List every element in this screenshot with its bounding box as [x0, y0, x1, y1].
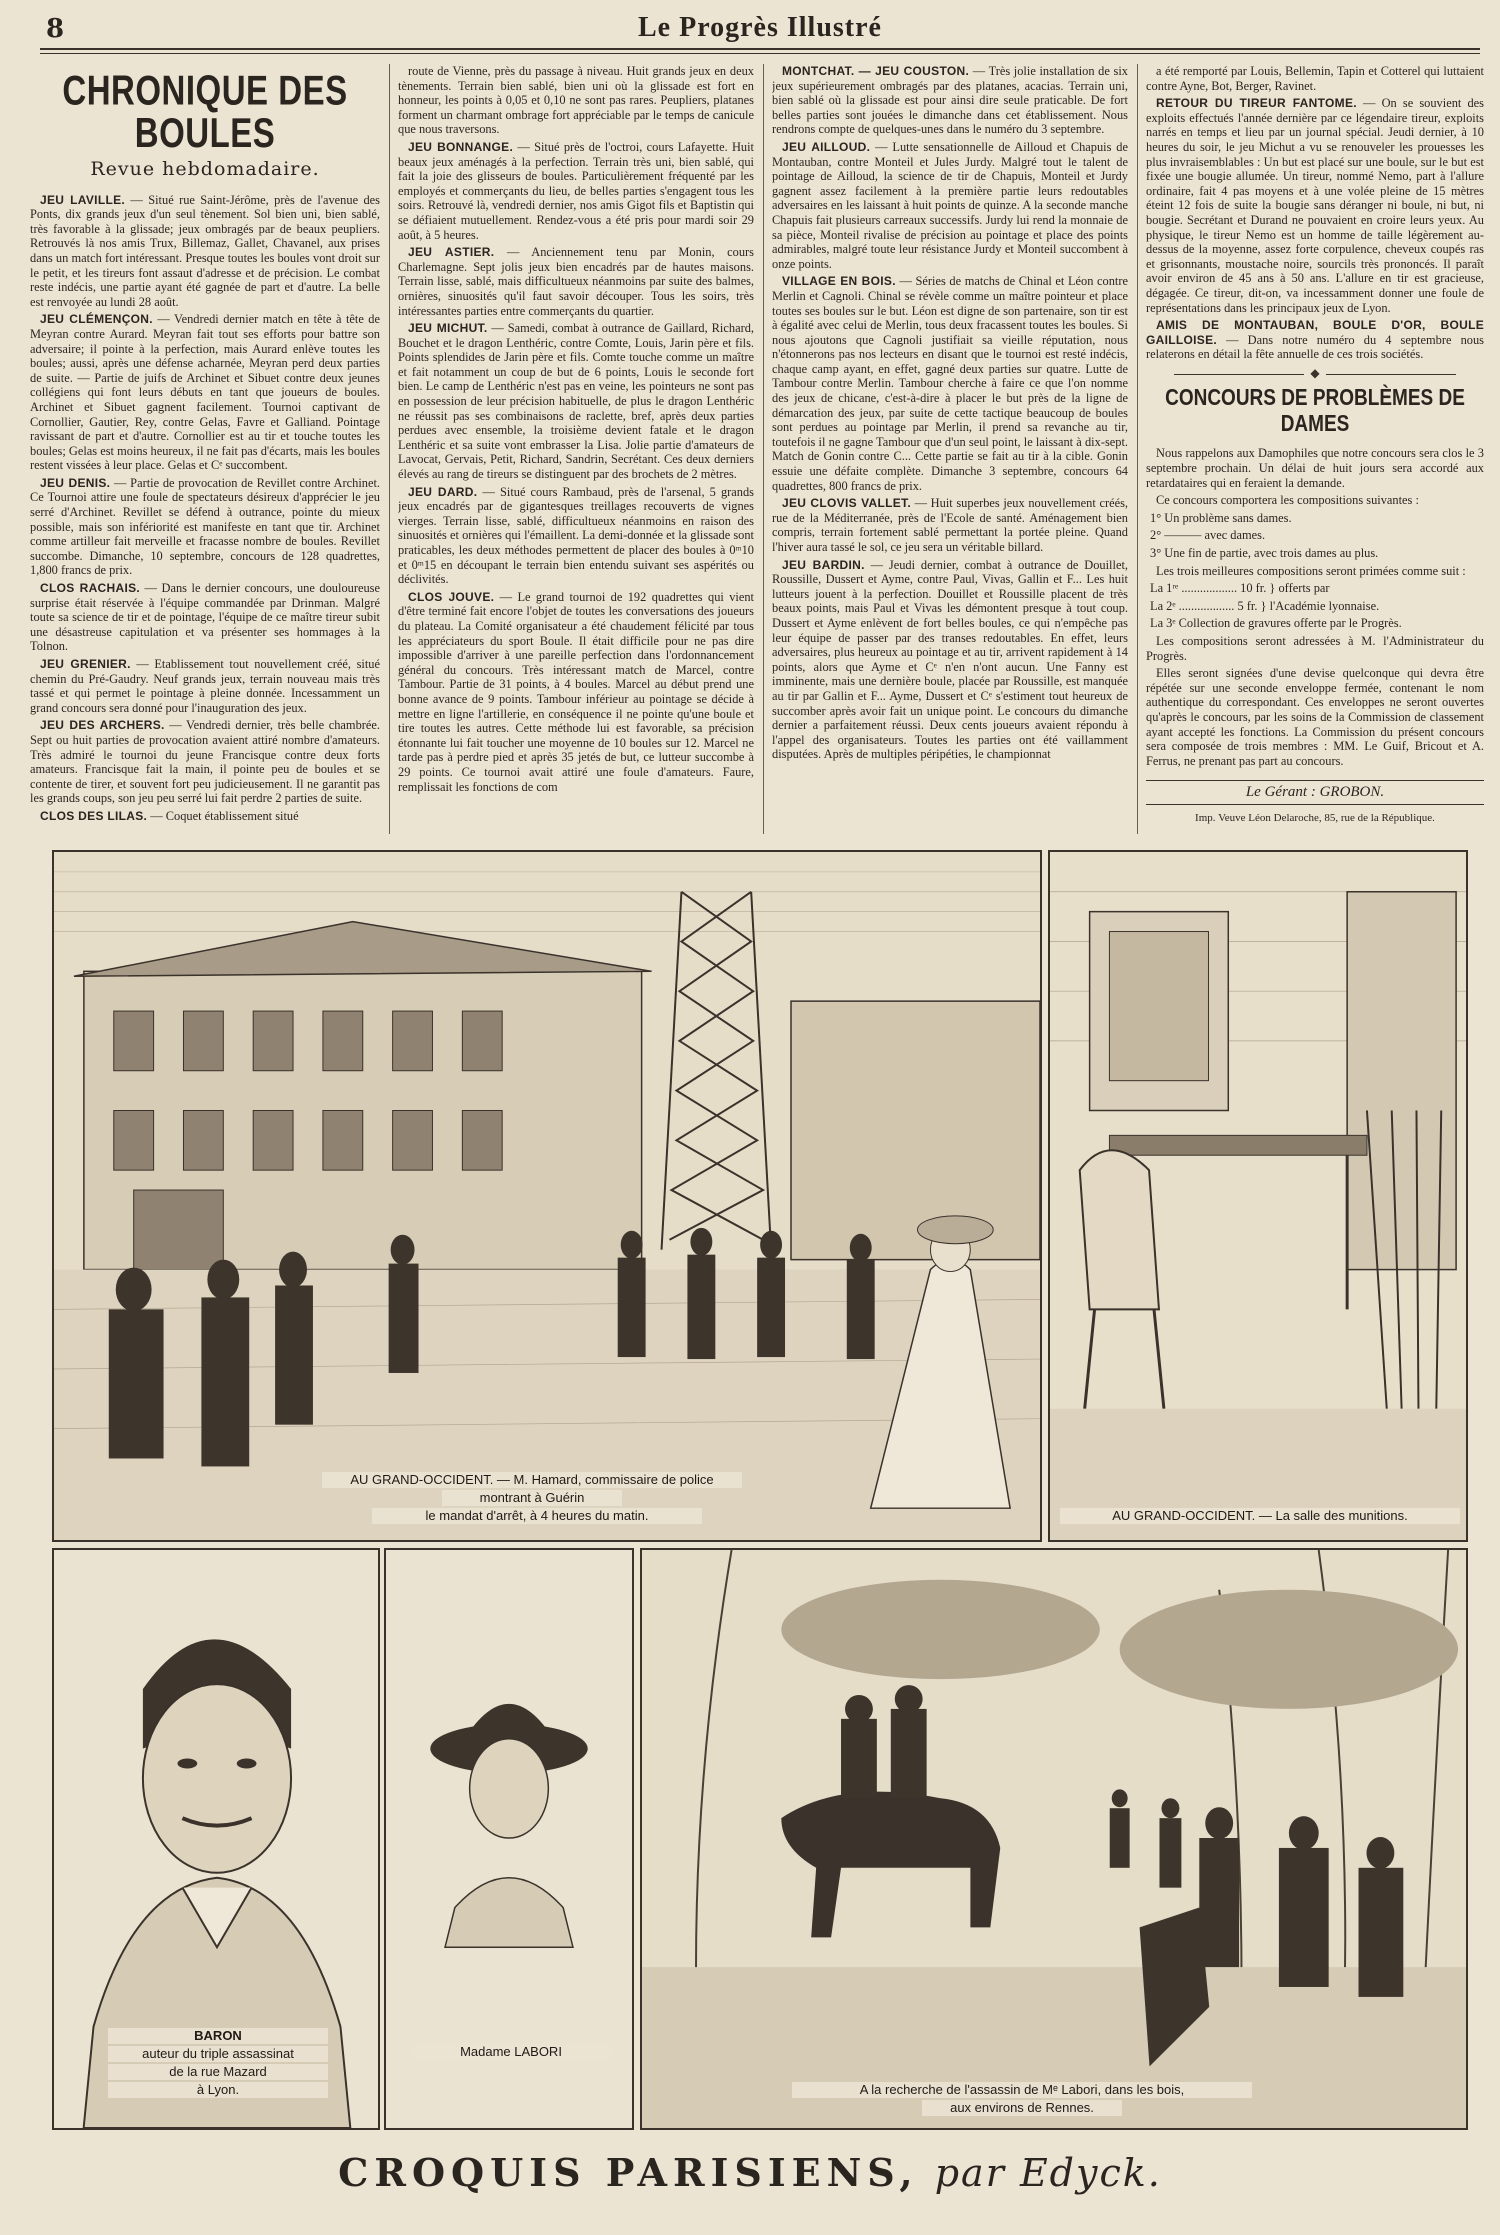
article-heading: JEU MICHUT.: [408, 321, 488, 336]
bottom-title-author: par Edyck.: [934, 2151, 1162, 2195]
concours-paragraph: Ce concours comportera les compositions suivantes :: [1156, 493, 1419, 508]
separator-ornament: ◆: [1146, 366, 1484, 381]
article-heading: VILLAGE EN BOIS.: [782, 274, 896, 289]
column-1: [30, 64, 380, 834]
masthead: [40, 6, 1480, 50]
article-heading: JEU GRENIER.: [40, 657, 131, 671]
forest-search-drawing: [642, 1550, 1466, 2128]
imprint-line: Imp. Veuve Léon Delaroche, 85, rue de la République.: [1195, 811, 1435, 824]
article-paragraph: [30, 476, 380, 578]
article-heading: MONTCHAT. — JEU COUSTON.: [782, 64, 970, 78]
masthead-rule: [40, 53, 1480, 54]
article-paragraph: [30, 312, 380, 473]
closing-paragraph: Elles seront signées d'une devise quelconque qui devra être répétée sur une seconde enveloppe fermée, contenant le nom authentique du correspondant. Ces enveloppes ne seront ouvertes qu'après le concours, par les soins de la Commission de classement ayant accepté les fonctions. La Commission du présent concours sera composée de trois membres : MM. Le Guif, Bricout et A. Ferrus, ne prenant pas part au concours.: [1146, 666, 1484, 768]
article-text: — Anciennement tenu par Monin, cours Charlemagne. Sept jolis jeux bien encadrés par de hautes maisons. Terrain lisse, sablé, mais difficultueux néanmoins par suite des balmes, ornières, sinuosités qu'il faut savoir découper. Tous les soirs, très intéressantes parties entre commerçants du quartier.: [398, 245, 754, 318]
article-heading: JEU CLOVIS VALLET.: [782, 496, 911, 511]
prize-line: La 3ᵉ Collection de gravures offerte par le Progrès.: [1150, 616, 1402, 631]
column-2: [398, 64, 754, 834]
article-text: — Etablissement tout nouvellement créé, situé chemin du Pré-Gaudry. Neuf grands jeux, terrain nouveau mais très tassé et qui permet le pointage à pleine donnée. Incessamment un grand concours sera donné pour l'inauguration des jeux.: [30, 657, 380, 715]
caption-forest-line-1: A la recherche de l'assassin de Mᵉ Labori, dans les bois,: [792, 2082, 1252, 2098]
article-text: route de Vienne, près du passage à niveau. Huit grands jeux en deux tènements. Terrain bien sablé, bien uni où la glissade est fort en honneur, les points à 0,05 et 0,10 ne sont pas rares. Peupliers, platanes forment un charmant ombrage fort appréciable par le temps de canicule que nous traversons.: [398, 64, 754, 137]
article-text: — Lutte sensationnelle de Ailloud et Chapuis de Montauban, contre Monteil et Jules Jurdy. Malgré tout le talent de pointage de Ailloud, la science de tir de Chapuis, Monteil et Jurdy gagnent assez facilement à la première partie leurs redoutables adversaires en les laissant à huit points de quinze. A la seconde manche Chapuis fait plusieurs carreaux successifs. Jurdy lui rend la monnaie de sa pièce, Monteil rivalise de précision au pointage et place des points admirables, malgré toute leur résistance Jurdy et Monteil succombent à onze points.: [772, 139, 1128, 271]
article-paragraph: [1146, 96, 1484, 315]
article-text: — Jeudi dernier, combat à outrance de Douillet, Roussille, Dussert et Ayme, contre Paul, Vivas, Gallin et F... Les huit lutteurs jouent à la perfection. Douillet et Roussille placent de très beaux points, mais Paul et Vivas les démontent presque à tout coup. Dussert et Ayme enlèvent de fort belles boules, ce qui n'empêche pas leur équipe de passer par des transes redoutables. En effet, leurs adversaires, plus heureux au pointage et au tir, arrivent rapidement à 14 points, alors que Ayme et Cᵉ n'en n'ont aucun. Une Fanny est imminente, mais une dernière boule, placée par Roussille, est manquée au tir par Gallin et F... Ayme, Dussert et Cᵉ s'estiment tout heureux de succomber après avoir fait un unique point. Le concours du dimanche dernier a parfaitement réussi. Deux cents joueurs avaient répondu à l'appel des organisateurs. Toutes les parties ont été vaillamment disputées. Après de multiples péripéties, le championnat: [772, 557, 1128, 762]
article-heading: CLOS RACHAIS.: [40, 581, 141, 596]
journal-title: Le Progrès Illustré: [638, 12, 882, 43]
article-heading: CLOS JOUVE.: [408, 589, 495, 604]
article-paragraph: [398, 485, 754, 587]
labori-portrait-drawing: [386, 1550, 632, 2128]
concours-title: CONCOURS DE PROBLÈMES DE DAMES: [1165, 386, 1465, 438]
article-heading: JEU ASTIER.: [408, 245, 495, 260]
article-paragraph: [772, 496, 1128, 554]
article-text: — Partie de provocation de Revillet contre Archinet. Ce Tournoi attire une foule de spectateurs désireux d'apprécier le jeu serré d'Archinet. Revillet se défend à outrance, pointe du mieux possible, mais son infériorité est manifeste en tant que tir. Archinet comme artilleur fait merveille et fracasse nombre de boules. Revillet succombe. Dimanche, 10 septembre, concours de 128 quadrettes, 1,800 francs de prix.: [30, 475, 380, 578]
illustration-forest-search: [640, 1548, 1468, 2130]
croquis-parisiens-title: [0, 2150, 1500, 2195]
article-heading: JEU BONNANGE.: [408, 139, 514, 154]
chronique-subtitle: Revue hebdomadaire.: [90, 158, 320, 180]
article-heading: JEU DARD.: [408, 484, 478, 499]
article-paragraph: [30, 718, 380, 806]
article-paragraph: [1146, 318, 1484, 362]
munitions-room-drawing: [1050, 852, 1466, 1540]
article-paragraph: [398, 140, 754, 242]
article-paragraph: [30, 809, 380, 824]
article-text: — Dans notre numéro du 4 septembre nous relaterons en détail la fête annuelle de ces trois sociétés.: [1146, 332, 1484, 362]
caption-munitions: AU GRAND-OCCIDENT. — La salle des munitions.: [1060, 1508, 1460, 1524]
article-paragraph: [398, 64, 754, 137]
article-paragraph: [772, 64, 1128, 137]
gerant-line: Le Gérant : GROBON.: [1146, 780, 1484, 805]
article-text: — Situé cours Rambaud, près de l'arsenal, 5 grands jeux encadrés par de gigantesques treillages recouverts de vignes vierges. Terrain lisse, sablé, difficultueux néanmoins en raison des sinuosités et ornières qui l'émaillent. La demi-donnée et la glissade sont praticables, les deux méthodes permettent de placer des boules à 0ᵐ10 et 0ᵐ15 en découpant le terrain bien entendu suivant ses aspérités ou déclivités.: [398, 484, 754, 587]
article-text: — Coquet établissement situé: [147, 808, 299, 823]
article-heading: JEU CLÉMENÇON.: [40, 312, 153, 327]
closing-paragraph: Les compositions seront adressées à M. l'Administrateur du Progrès.: [1146, 634, 1484, 663]
concours-list-item: 3° Une fin de partie, avec trois dames au plus.: [1150, 546, 1379, 561]
illustration-madame-labori: [384, 1548, 634, 2130]
article-paragraph: [398, 590, 754, 794]
bottom-title-main: CROQUIS PARISIENS,: [338, 2150, 919, 2195]
column-rule: [389, 64, 390, 834]
prize-line: La 1ʳᵉ .................. 10 fr. } offerts par: [1150, 581, 1330, 596]
illustration-grand-occident-street: [52, 850, 1042, 1542]
caption-baron-line-3: de la rue Mazard: [108, 2064, 328, 2080]
street-scene-drawing: [54, 852, 1040, 1540]
caption-labori: Madame LABORI: [411, 2044, 611, 2060]
caption-street-line-1: AU GRAND-OCCIDENT. — M. Hamard, commissaire de police: [322, 1472, 742, 1488]
article-paragraph: [772, 274, 1128, 493]
concours-list-item: 1° Un problème sans dames.: [1150, 510, 1292, 525]
caption-street-line-2: montrant à Guérin: [442, 1490, 622, 1506]
article-text: — Samedi, combat à outrance de Gaillard, Richard, Bouchet et le dragon Lenthéric, contre Comte, Louis, Jarin père et fils. Points splendides de Jarin père et fils. Comte touche comme un maître et fait notamment un coup de but de 6 points, Louis le seconde fort bien. Le camp de Lenthéric n'est pas en veine, les pointeurs ne sont pas en possession de leur précision habituelle, de plus le dragon Lenthéric ne réussit pas ses combinaisons de raclette, bref, après deux parties perdues avec ensemble, la troisième devient fatale et le dragon Lenthéric et sa suite vont embrasser la Lisa. Jolie partie d'amateurs de Lavocat, Gervais, Petit, Richard, Sandrin, Secrétant. Ces deux derniers élevés au rang de tireurs se distinguent par des brochets de 2 mètres.: [398, 321, 754, 482]
column-rule: [1137, 64, 1138, 834]
page-number: 8: [46, 14, 65, 44]
article-paragraph: [772, 140, 1128, 271]
article-heading: JEU BARDIN.: [782, 557, 865, 572]
article-text: — Dans le dernier concours, une douloureuse surprise était réservée à l'équipe commandée par Drinman. Malgré toute sa science de tir et de pointage, l'équipe de ce maître tireur subit une désastreuse capitulation et va présenter ses hommages à la Tolnon.: [30, 581, 380, 654]
article-paragraph: [30, 581, 380, 654]
article-text: — Situé près de l'octroi, cours Lafayette. Huit beaux jeux aménagés à la perfection. Terrain très uni, bien sablé, qui fait la joie des glisseurs de boules. Particulièrement fréquenté par les employés et commerçants du lieu, de belles parties s'engagent tous les soirs. Retrouvé là, vendredi dernier, nos amis Gigot fils et Baptistin qui se défiaient mutuellement. Rendez-vous a été pris pour mardi soir 29 août, à 5 heures.: [398, 139, 754, 242]
concours-paragraph: Nous rappelons aux Damophiles que notre concours sera clos le 3 septembre prochain. Un délai de huit jours sera accordé aux retardataires qui en feraient la demande.: [1146, 446, 1484, 490]
article-heading: JEU LAVILLE.: [40, 192, 126, 207]
prize-line: La 2ᵉ .................. 5 fr. } l'Académie lyonnaise.: [1150, 598, 1380, 613]
chronique-title: CHRONIQUE DES BOULES: [62, 67, 348, 156]
caption-forest-line-2: aux environs de Rennes.: [922, 2100, 1122, 2116]
article-paragraph: [30, 193, 380, 310]
article-heading: CLOS DES LILAS.: [40, 808, 148, 823]
article-heading: AMIS DE MONTAUBAN, BOULE D'OR, BOULE GAILLOISE.: [1146, 318, 1484, 347]
article-paragraph: a été remporté par Louis, Bellemin, Tapin et Cotterel qui luttaient contre Ayne, Bot, Berger, Ravinet.: [1146, 64, 1484, 93]
article-heading: JEU AILLOUD.: [782, 139, 871, 154]
caption-street-line-3: le mandat d'arrêt, à 4 heures du matin.: [372, 1508, 702, 1524]
article-heading: RETOUR DU TIREUR FANTOME.: [1156, 96, 1357, 111]
article-paragraph: [772, 558, 1128, 762]
caption-baron-line-2: auteur du triple assassinat: [108, 2046, 328, 2062]
article-text: — On se souvient des exploits effectués l'année dernière par ce légendaire tireur, exploits narrés en temps et lieu par un journal spécial. Jeudi dernier, à 10 heures du soir, le jeu Michut a vu se renouveler les prouesses les plus invraisemblables : Un but est placé sur une boule, sur le but est fixée une bougie allumée. Un tireur, nommé Nemo, part à l'allure ordinaire, fait 4 pas moyens et à une volée pleine de 15 mètres éteint 12 fois de suite la bougie sans déranger ni boule, ni but, ni bougie. Secrétant et Durand ne pouvaient en croire leurs yeux. Au physique, le tireur Nemo est un homme de taille légèrement au-dessus de la moyenne, assez forte corpulence, cheveux coupés ras et grisonnants, moustache noire, sourcils très prononcés. Il paraît avoir environ de 45 ans à 50 ans. L'allure en tir est gracieuse, dégagée. Ce tireur, dit-on, va incessamment donner une foule de représentations dans les principaux jeux de Lyon.: [1146, 96, 1484, 315]
caption-baron-name: BARON: [108, 2028, 328, 2044]
column-rule: [763, 64, 764, 834]
article-heading: JEU DES ARCHERS.: [40, 718, 165, 733]
column-4: [1146, 64, 1484, 834]
article-text: — Vendredi dernier, très belle chambrée. Sept ou huit parties de provocation avaient attiré nombre d'amateurs. Très admiré le tournoi du jeune Francisque contre deux forts amateurs. Francisque fait la main, il pointe peu de boules et se contente de tirer, et souvent fort peu judicieusement. Il ne garantit pas les grands coups, son jeu peu serré lui fait perdre 2 parties de suite.: [30, 718, 380, 806]
article-text: — Situé rue Saint-Jérôme, près de l'avenue des Ponts, dix grands jeux d'un seul tènement. Sol bien uni, bien sablé, très favorable à la glissade; jeux ombragés par de beaux peupliers. Retrouvés là nos amis Trux, Billemaz, Gallet, Chavanel, aux prises dans un match fort intéressant. Presque toutes les boules vont droit sur le petit, et les tireurs font assaut d'adresse et de précision. Le combat reste indécis, une partie ayant été gagnée de part et d'autre. La belle est renvoyée au lundi 28 août.: [30, 192, 380, 309]
article-paragraph: [398, 321, 754, 482]
article-text: — Vendredi dernier match en tête à tête de Meyran contre Aurard. Meyran fait tout ses efforts pour battre son adversaire; il pointe à la perfection, mais Aurard enlève toutes les boules; aussi, après une défense acharnée, Meyran perd deux parties de suite. — Partie de juifs de Archinet et Sibuet contre deux jeunes collégiens qui font leurs débuts en tant que joueurs de boules. Archinet et Sibuet gagnent facilement. Tournoi captivant de Cornollier, Gautier, Rey, contre Gelas, Favre et Galliand. Pointage ravissant de part et d'autre. Cornollier est au tir et touche toutes les boules; Gelas est moins heureux, il ne fait pas d'écarts, mais les boules restent vissées à leur place. Gelas et Cᵉ succombent.: [30, 312, 380, 473]
article-paragraph: [30, 657, 380, 715]
illustration-portrait-baron: [52, 1548, 380, 2130]
prizes-intro: Les trois meilleures compositions seront primées comme suit :: [1156, 563, 1466, 578]
article-text: — Séries de matchs de Chinal et Léon contre Merlin et Cagnoli. Chinal se révèle comme un maître pointeur et place toutes ses boules sur le but. Léon est digne de son partenaire, son tir est à égalité avec celui de Merlin, tous deux fracassent toutes les boules. Si nous ajoutons que Cagnoli justifiait sa vieille réputation, nous n'étonnerons pas nos lecteurs en disant que le tournoi est resté indécis, chaque camp ayant, en effet, gagné deux parties sur quatre. Lutte de Tambour contre Merlin. Tambour cherche à faire ce que l'on nomme des jeux de chicane, c'est-à-dire à placer le but près de la ligne de démarcation des jeux, par suite de cette tactique beaucoup de boules sont perdues au pointage par Merlin, il prend sa revanche au tir, toutefois il ne gagne Tambour que d'un seul point, le laissant à dix-sept. Match de Gonin contre C... Cette partie se fait au tir à la cible. Gonin essuie une défaite complète. Dimanche 3 septembre, concours 64 quadrettes, 800 francs de prix.: [772, 274, 1128, 493]
article-text: — Huit superbes jeux nouvellement créés, rue de la Méditerranée, près de l'Ecole de santé. Aménagement bien compris, terrain fortement sablé permettant la portée pleine. Quand l'hiver aura tassé le sol, ce jeu sera un véritable billard.: [772, 496, 1128, 554]
illustration-salle-munitions: [1048, 850, 1468, 1542]
concours-list-item: 2° ——— avec dames.: [1150, 528, 1266, 543]
article-heading: JEU DENIS.: [40, 475, 111, 490]
article-text: — Très jolie installation de six jeux supérieurement ombragés par des platanes, acacias. Terrain uni, bien sablé où la glissade est pour ainsi dire seule praticable. De fort belles parties sont jouées le dimanche dans cet établissement. Nous rendrons compte de quelques-unes dans le numéro du 3 septembre.: [772, 64, 1128, 137]
column-3: [772, 64, 1128, 834]
caption-baron-line-4: à Lyon.: [108, 2082, 328, 2098]
article-text: — Le grand tournoi de 192 quadrettes qui vient d'être terminé fait encore l'objet de toutes les conversations des joueurs du plateau. La Comité organisateur a été chaudement félicité par tous les appréciateurs du sport Boule. Il était difficile pour ne pas dire impossible d'arriver à une pareille perfection dans l'ordonnancement général du concours. Très intéressant match de Marcel, contre Tambour. Partie de 31 points, à 4 boules. Marcel au début prend une bonne avance de 9 points. Tambour inférieur au pointage se décide à mettre en ligne l'artillerie, en conséquence il ne pointe qu'une boule et tire toutes les autres. Cette méthode lui est favorable, sa précision étonnante lui fait toucher une moyenne de 10 boules sur 12. Marcel ne tarde pas à perdre pied et après 35 jetés de but, ce lutteur succombe à 29 points. Ce tournoi avait attiré une foule d'amateurs. Faure, remplissait les fonctions de com: [398, 589, 754, 794]
article-paragraph: [398, 245, 754, 318]
